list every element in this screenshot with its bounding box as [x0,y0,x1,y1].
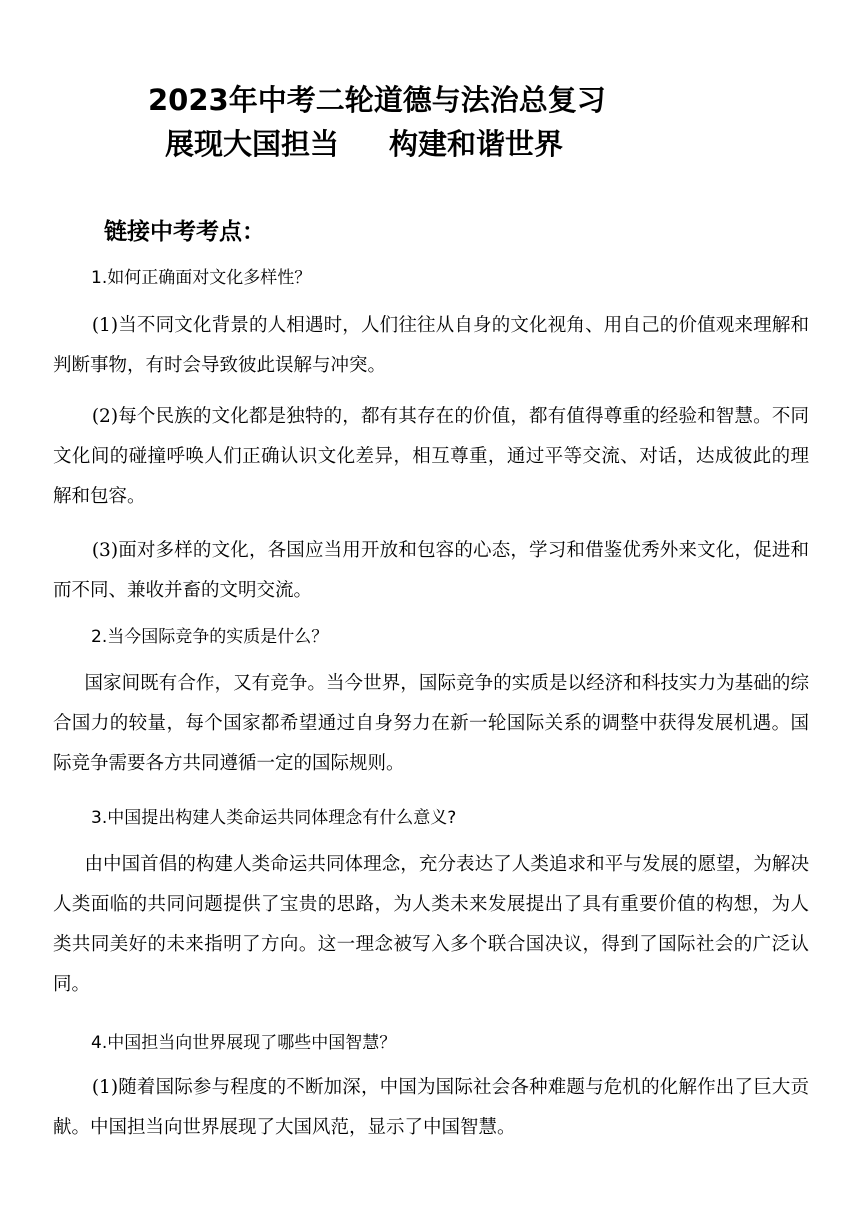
section-heading: 链接中考考点： [104,219,265,245]
subtitle-part-1: 展现大国担当 [165,127,340,161]
document-title: 2023年中考二轮道德与法治总复习 [148,83,606,117]
question-2-paragraph-1: 国家间既有合作，又有竞争。当今世界，国际竞争的实质是以经济和科技实力为基础的综合国力的较量，每个国家都希望通过自身努力在新一轮国际关系的调整中获得发展机遇。国际竞争需要各方共同遵循一定的国际规则。 [53,673,809,774]
question-3-paragraph-1: 由中国首倡的构建人类命运共同体理念，充分表达了人类追求和平与发展的愿望，为解决人类面临的共同问题提供了宝贵的思路，为人类未来发展提出了具有重要价值的构想，为人类共同美好的未来指明了方向。这一理念被写入多个联合国决议，得到了国际社会的广泛认同。 [53,854,809,995]
question-3-title: 3.中国提出构建人类命运共同体理念有什么意义? [91,808,457,828]
question-4-title: 4.中国担当向世界展现了哪些中国智慧？ [91,1033,397,1053]
subtitle-part-2: 构建和谐世界 [389,127,564,161]
question-2-title: 2.当今国际竞争的实质是什么？ [91,627,329,647]
question-1-title: 1.如何正确面对文化多样性？ [91,268,312,288]
question-1-paragraph-2: (2)每个民族的文化都是独特的，都有其存在的价值，都有值得尊重的经验和智慧。不同文化间的碰撞呼唤人们正确认识文化差异，相互尊重，通过平等交流、对话，达成彼此的理解和包容。 [53,406,809,507]
document-subtitle [165,124,563,164]
question-1-paragraph-3: (3)面对多样的文化，各国应当用开放和包容的心态，学习和借鉴优秀外来文化，促进和而不同、兼收并畜的文明交流。 [53,540,809,601]
question-4-paragraph-1: (1)随着国际参与程度的不断加深，中国为国际社会各种难题与危机的化解作出了巨大贡献。中国担当向世界展现了大国风范，显示了中国智慧。 [53,1077,809,1138]
question-1-paragraph-1: (1)当不同文化背景的人相遇时，人们往往从自身的文化视角、用自己的价值观来理解和判断事物，有时会导致彼此误解与冲突。 [53,315,809,376]
